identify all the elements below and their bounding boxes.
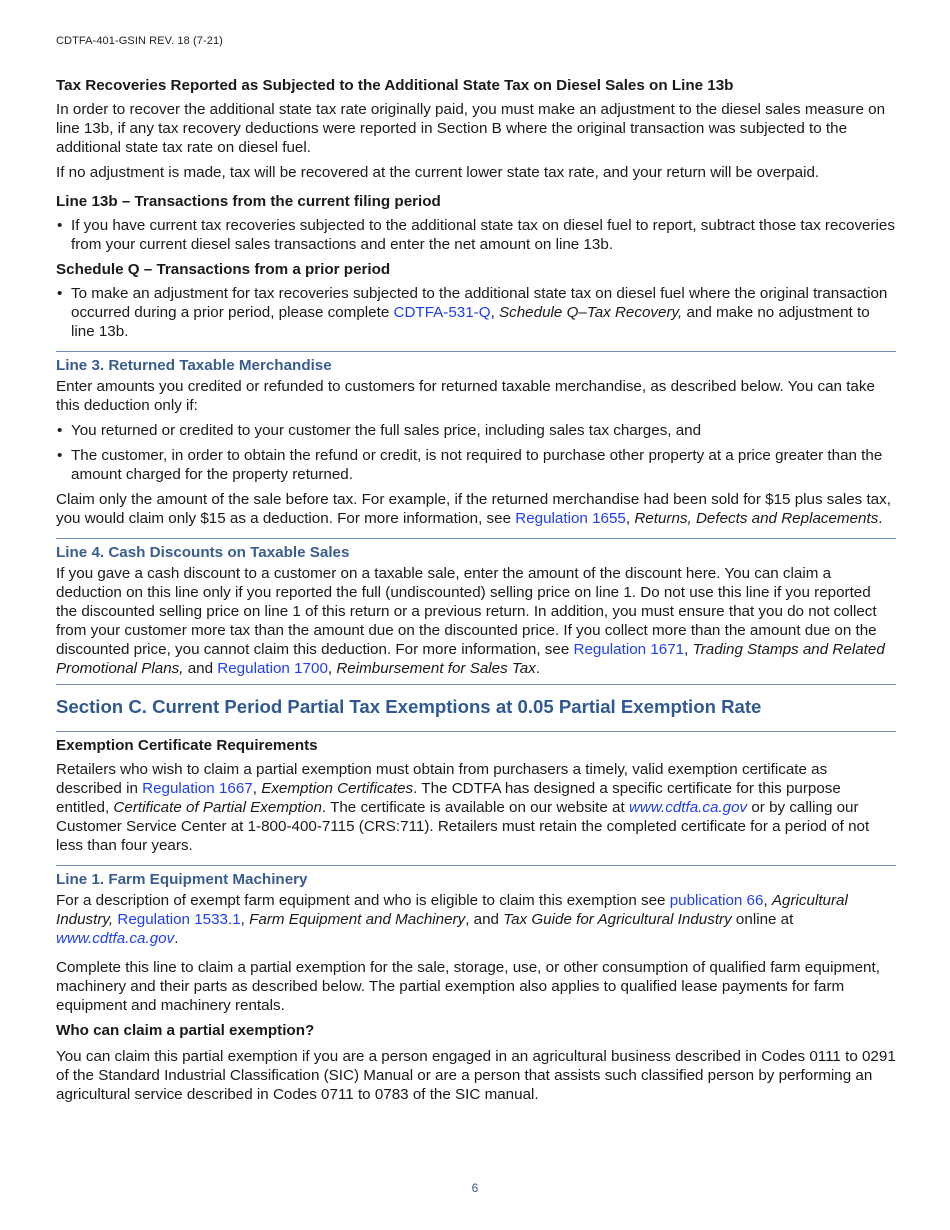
schedule-q-bullet: • To make an adjustment for tax recoveries subjected to the additional state tax on diesel fuel where the original transaction occurred during a prior period, please complete CDTFA-531-Q, Schedule Q–Tax Recovery, and make no adjustment to line 13b. (56, 284, 896, 341)
schedule-q-heading: Schedule Q – Transactions from a prior period (56, 261, 391, 278)
who-can-claim-paragraph: You can claim this partial exemption if you are a person engaged in an agricultural business described in Codes 0111 to 0291 of the Standard Industrial Classification (SIC) Manual or are a person that assists such classified person by performing an agricultural service described in Codes 0711 to 0783 of the SIC manual. (56, 1048, 896, 1103)
line-1-paragraph-2: Complete this line to claim a partial exemption for the sale, storage, use, or other consumption of qualified farm equipment, machinery and their parts as described below. The partial exemption also applies to qualified lease payments for farm equipment and machinery rentals. (56, 959, 880, 1014)
who-can-claim-heading: Who can claim a partial exemption? (56, 1022, 315, 1039)
diesel-paragraph-1: In order to recover the additional state tax rate originally paid, you must make an adjustment to the diesel sales measure on line 13b, if any tax recovery deductions were reported in Section B where the original transaction was subjected to the additional state tax rate on diesel fuel. (56, 101, 886, 156)
line-3-bullet: • You returned or credited to your customer the full sales price, including sales tax charges, and (56, 421, 896, 440)
regulation-1667-link[interactable]: Regulation 1667 (142, 780, 253, 797)
schedule-q-list (56, 284, 896, 341)
exemption-certificate-heading: Exemption Certificate Requirements (56, 737, 318, 754)
cdtfa-website-link[interactable]: www.cdtfa.ca.gov (56, 930, 175, 947)
diesel-heading: Tax Recoveries Reported as Subjected to the Additional State Tax on Diesel Sales on Line 13b (56, 77, 734, 94)
line-4-paragraph: If you gave a cash discount to a customer on a taxable sale, enter the amount of the discount here. You can claim a deduction on this line only if you reported the full (undiscounted) selling price on line 1. Do not use this line if you reported the discounted selling price on line 1 of this return or a previous return. In addition, you must ensure that you do not collect from your customer more tax than the amount due on the discounted price. If you collect more than the amount due on the discounted price, you cannot claim this deduction. For more information, see Regulation 1671, Trading Stamps and Related Promotional Plans, and Regulation 1700, Reimbursement for Sales Tax. (56, 565, 885, 677)
cdtfa-531-q-link[interactable]: CDTFA-531-Q (393, 304, 491, 321)
line-3-list (56, 421, 896, 484)
line-3-paragraph-2: Claim only the amount of the sale before tax. For example, if the returned merchandise had been sold for $15 plus sales tax, you would claim only $15 as a deduction. For more information, see Regulation 1655, Returns, Defects and Replacements. (56, 491, 891, 527)
diesel-paragraph-2: If no adjustment is made, tax will be recovered at the current lower state tax rate, and your return will be overpaid. (56, 164, 820, 181)
line-1-paragraph-1: For a description of exempt farm equipment and who is eligible to claim this exemption see publication 66, Agricultural Industry, Regulation 1533.1, Farm Equipment and Machinery, and Tax Guide for Agricultural Industry online at www.cdtfa.ca.gov. (56, 892, 848, 947)
regulation-1655-link[interactable]: Regulation 1655 (515, 510, 626, 527)
line-4-heading: Line 4. Cash Discounts on Taxable Sales (56, 544, 350, 561)
page-content (56, 76, 896, 1110)
line-1-heading: Line 1. Farm Equipment Machinery (56, 871, 308, 888)
exemption-certificate-paragraph: Retailers who wish to claim a partial exemption must obtain from purchasers a timely, valid exemption certificate as described in Regulation 1667, Exemption Certificates. The CDTFA has designed a specific certificate for this purpose entitled, Certificate of Partial Exemption. The certificate is available on our website at www.cdtfa.ca.gov or by calling our Customer Service Center at 1-800-400-7115 (CRS:711). Retailers must retain the completed certificate for a period of not less than four years. (56, 761, 870, 854)
page-number: 6 (471, 1181, 479, 1195)
form-revision-id: CDTFA-401-GSIN REV. 18 (7-21) (56, 35, 223, 47)
line-13b-bullet: • If you have current tax recoveries subjected to the additional state tax on diesel fuel to report, subtract those tax recoveries from your current diesel sales transactions and enter the net amount on line 13b. (56, 216, 896, 254)
cdtfa-website-link[interactable]: www.cdtfa.ca.gov (628, 799, 748, 816)
publication-66-link[interactable]: publication 66 (669, 892, 764, 909)
line-3-heading: Line 3. Returned Taxable Merchandise (56, 357, 332, 374)
line-3-paragraph-1: Enter amounts you credited or refunded to customers for returned taxable merchandise, as described below. You can take this deduction only if: (56, 378, 875, 414)
regulation-1700-link[interactable]: Regulation 1700 (217, 660, 328, 677)
section-c-heading: Section C. Current Period Partial Tax Exemptions at 0.05 Partial Exemption Rate (56, 696, 762, 717)
line-3-bullet: • The customer, in order to obtain the refund or credit, is not required to purchase other property at a price greater than the amount charged for the property returned. (56, 446, 896, 484)
regulation-1533-1-link[interactable]: Regulation 1533.1 (117, 911, 241, 928)
line-13b-heading: Line 13b – Transactions from the current filing period (56, 193, 441, 210)
regulation-1671-link[interactable]: Regulation 1671 (573, 641, 685, 658)
line-13b-list (56, 216, 896, 254)
